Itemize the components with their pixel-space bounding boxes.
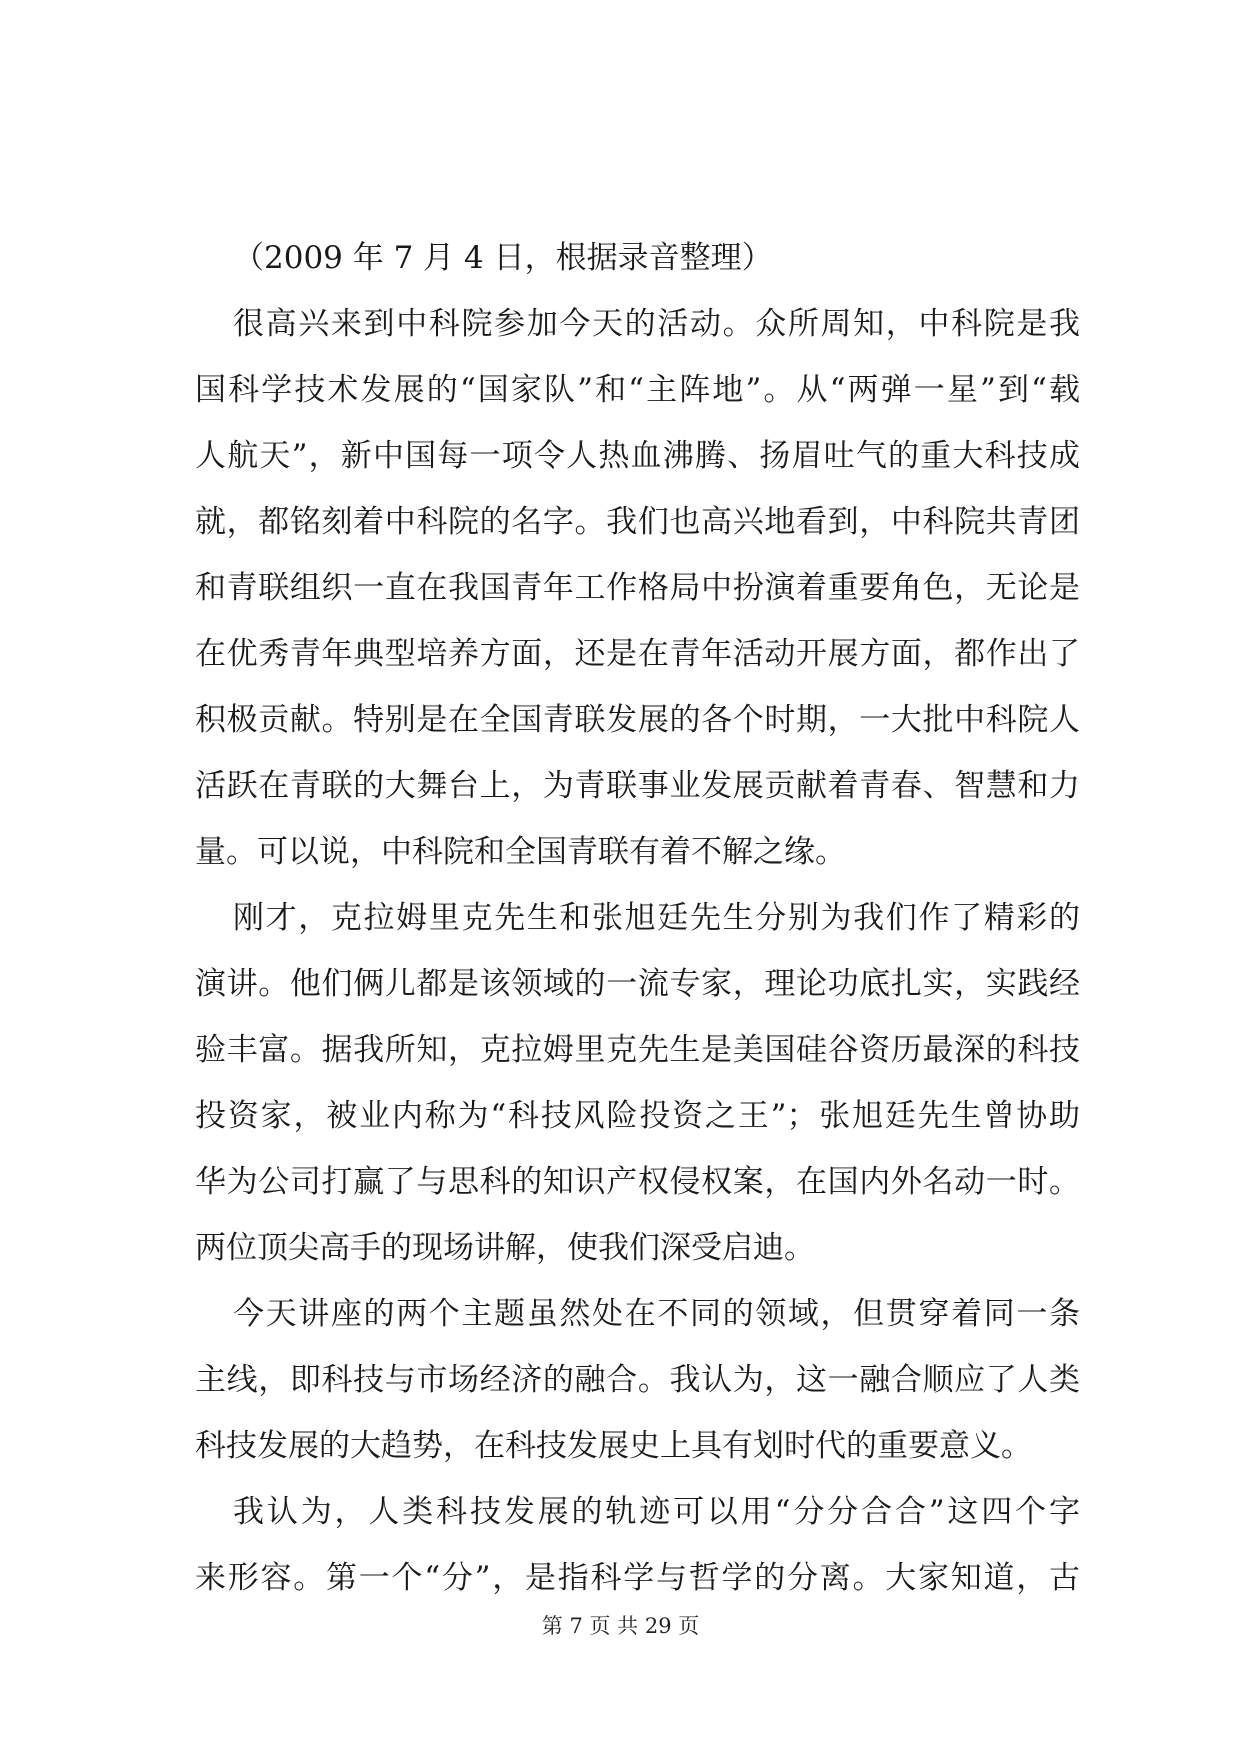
paragraph-date-note	[195, 225, 1080, 291]
paragraph-opening	[195, 291, 1080, 885]
paragraph-theme	[195, 1281, 1080, 1479]
text-line: 很高兴来到中科院参加今天的活动。众所周知，中科院是我	[233, 306, 1080, 342]
text-line: 科技发展的大趋势，在科技发展史上具有划时代的重要意义。	[195, 1428, 1032, 1464]
text-line: 量。可以说，中科院和全国青联有着不解之缘。	[195, 834, 846, 870]
text-line: 来形容。第一个“分”，是指科学与哲学的分离。大家知道，古	[195, 1560, 1080, 1596]
text-line: 主线，即科技与市场经济的融合。我认为，这一融合顺应了人类	[195, 1362, 1080, 1398]
text-line: 刚才，克拉姆里克先生和张旭廷先生分别为我们作了精彩的	[233, 900, 1080, 936]
paragraph-history	[195, 1479, 1080, 1611]
text-line: 和青联组织一直在我国青年工作格局中扮演着重要角色，无论是	[195, 570, 1080, 606]
text-line: 今天讲座的两个主题虽然处在不同的领域，但贯穿着同一条	[233, 1296, 1080, 1332]
text-line: 就，都铭刻着中科院的名字。我们也高兴地看到，中科院共青团	[195, 504, 1080, 540]
paragraph-speakers	[195, 885, 1080, 1281]
text-line: 在优秀青年典型培养方面，还是在青年活动开展方面，都作出了	[195, 636, 1080, 672]
text-line: 人航天”，新中国每一项令人热血沸腾、扬眉吐气的重大科技成	[195, 438, 1080, 474]
text-line: 投资家，被业内称为“科技风险投资之王”；张旭廷先生曾协助	[195, 1098, 1080, 1134]
text-line: 国科学技术发展的“国家队”和“主阵地”。从“两弹一星”到“载	[195, 372, 1080, 408]
text-line: 演讲。他们俩儿都是该领域的一流专家，理论功底扎实，实践经	[195, 966, 1080, 1002]
text-line: 华为公司打赢了与思科的知识产权侵权案，在国内外名动一时。	[195, 1164, 1080, 1200]
document-body	[195, 225, 1080, 1611]
text-line: （2009 年 7 月 4 日，根据录音整理）	[233, 240, 773, 276]
text-line: 积极贡献。特别是在全国青联发展的各个时期，一大批中科院人	[195, 702, 1080, 738]
text-line: 活跃在青联的大舞台上，为青联事业发展贡献着青春、智慧和力	[195, 768, 1080, 804]
text-line: 两位顶尖高手的现场讲解，使我们深受启迪。	[195, 1230, 815, 1266]
page-number-footer: 第 7 页 共 29 页	[541, 1614, 700, 1638]
text-line: 我认为，人类科技发展的轨迹可以用“分分合合”这四个字	[233, 1494, 1080, 1530]
text-line: 验丰富。据我所知，克拉姆里克先生是美国硅谷资历最深的科技	[195, 1032, 1080, 1068]
